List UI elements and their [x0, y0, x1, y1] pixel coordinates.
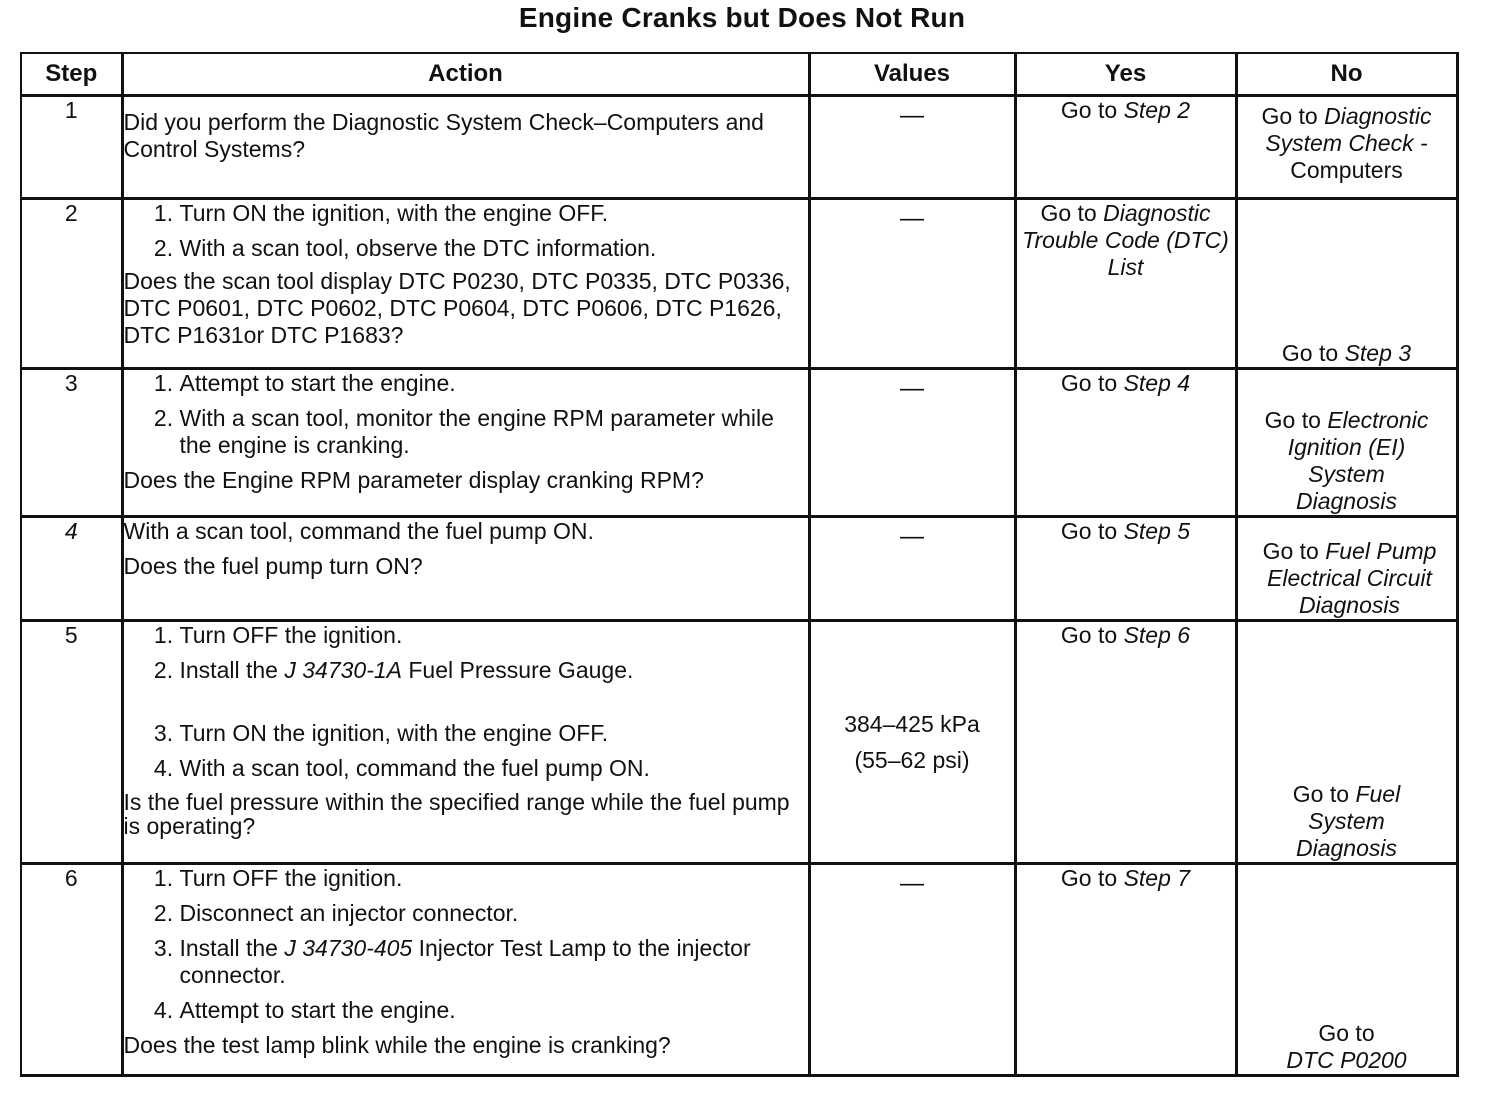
action-step: 1. Attempt to start the engine. [180, 370, 808, 397]
action-steps [124, 622, 808, 782]
yes-cell [1015, 621, 1236, 864]
no-prefix: Go to [1318, 1020, 1375, 1046]
yes-cell [1015, 864, 1236, 1076]
values-kpa: 384–425 kPa [844, 711, 980, 737]
values-cell [809, 199, 1015, 369]
yes-link[interactable]: Diagnostic Trouble Code (DTC) List [1022, 200, 1229, 280]
yes-prefix: Go to [1060, 622, 1124, 648]
action-question: Did you perform the Diagnostic System Check–Computers and Control Systems? [123, 109, 764, 162]
action-step: 4. With a scan tool, command the fuel pump ON. [180, 755, 808, 782]
action-step: 2. With a scan tool, observe the DTC information. [180, 235, 808, 262]
action-step: 2. Disconnect an injector connector. [180, 900, 808, 927]
tool-name: J 34730-1A [284, 657, 402, 683]
action-steps [124, 200, 808, 262]
table-row [21, 621, 1457, 864]
no-prefix: Go to [1292, 781, 1356, 807]
values-text: — [900, 205, 924, 232]
action-cell [122, 621, 809, 864]
table-row [21, 96, 1457, 199]
no-link[interactable]: Step 3 [1344, 340, 1412, 366]
action-step [180, 935, 808, 989]
no-prefix: Go to [1264, 407, 1328, 433]
yes-prefix: Go to [1060, 370, 1124, 396]
action-question: Does the fuel pump turn ON? [123, 553, 423, 579]
step-text: Install the [179, 657, 285, 683]
action-instruction: With a scan tool, command the fuel pump ON. [123, 518, 594, 544]
action-step: 3. Turn ON the ignition, with the engine OFF. [180, 720, 808, 747]
table-row [21, 369, 1457, 517]
values-psi: (55–62 psi) [854, 747, 970, 773]
action-question: Does the Engine RPM parameter display cranking RPM? [123, 467, 704, 493]
values-text: — [900, 870, 924, 897]
step-text: Install the [179, 935, 285, 961]
action-step: 1. Turn ON the ignition, with the engine OFF. [180, 200, 808, 227]
action-question: Does the test lamp blink while the engine is cranking? [123, 1032, 671, 1058]
action-steps [124, 370, 808, 459]
action-steps [124, 865, 808, 1024]
header-values: Values [809, 53, 1015, 96]
no-prefix: Go to [1281, 340, 1345, 366]
diagnostic-table [20, 52, 1459, 1077]
action-step: 1. Turn OFF the ignition. [180, 622, 808, 649]
action-step [180, 657, 808, 684]
yes-link[interactable]: Step 6 [1123, 622, 1191, 648]
no-prefix: Go to [1261, 103, 1325, 129]
table-row [21, 517, 1457, 621]
yes-link[interactable]: Step 2 [1123, 97, 1191, 123]
yes-prefix: Go to [1040, 200, 1104, 226]
tool-name: J 34730-405 [284, 935, 413, 961]
step-text: Injector Test Lamp to the injector connector. [179, 935, 751, 988]
page-title: Engine Cranks but Does Not Run [518, 2, 966, 33]
values-text: — [900, 523, 924, 550]
action-cell [122, 517, 809, 621]
no-suffix: Computers [1290, 157, 1403, 183]
header-step: Step [21, 53, 122, 96]
step-text: Fuel Pressure Gauge. [401, 657, 634, 683]
header-no: No [1236, 53, 1457, 96]
action-cell [122, 96, 809, 199]
table-row [21, 199, 1457, 369]
no-link[interactable]: DTC P0200 [1286, 1047, 1407, 1073]
yes-prefix: Go to [1060, 518, 1124, 544]
yes-prefix: Go to [1060, 97, 1124, 123]
action-step: 2. With a scan tool, monitor the engine RPM parameter while the engine is cranking. [180, 405, 808, 459]
action-step: 4. Attempt to start the engine. [180, 997, 808, 1024]
values-cell [809, 864, 1015, 1076]
step-number: 3 [21, 369, 122, 517]
step-number: 1 [21, 96, 122, 199]
table-row [21, 864, 1457, 1076]
yes-link[interactable]: Step 7 [1123, 865, 1191, 891]
no-cell [1236, 96, 1457, 199]
yes-link[interactable]: Step 5 [1123, 518, 1191, 544]
no-prefix: Go to [1262, 538, 1326, 564]
header-row [21, 53, 1457, 96]
no-cell [1236, 199, 1457, 369]
values-cell [809, 96, 1015, 199]
yes-prefix: Go to [1060, 865, 1124, 891]
header-action: Action [122, 53, 809, 96]
step-number: 6 [21, 864, 122, 1076]
no-cell [1236, 369, 1457, 517]
values-cell [809, 369, 1015, 517]
yes-cell [1015, 369, 1236, 517]
values-cell [809, 621, 1015, 864]
action-cell [122, 864, 809, 1076]
values-cell [809, 517, 1015, 621]
no-cell [1236, 517, 1457, 621]
yes-cell [1015, 96, 1236, 199]
step-number: 2 [21, 199, 122, 369]
action-question: Does the scan tool display DTC P0230, DTC P0335, DTC P0336, DTC P0601, DTC P0602, DTC P0604, DTC P0606, DTC P1626, DTC P1631or DTC P1683? [123, 268, 791, 348]
no-link[interactable]: Diagnostic System Check - [1265, 103, 1432, 156]
action-question: Is the fuel pressure within the specified range while the fuel pump is operating? [123, 789, 790, 839]
action-cell [122, 199, 809, 369]
yes-link[interactable]: Step 4 [1123, 370, 1191, 396]
step-number: 4 [21, 517, 122, 621]
action-step: 1. Turn OFF the ignition. [180, 865, 808, 892]
action-cell [122, 369, 809, 517]
values-text: — [900, 102, 924, 129]
yes-cell [1015, 199, 1236, 369]
no-link[interactable]: Fuel System Diagnosis [1296, 781, 1401, 861]
step-number: 5 [21, 621, 122, 864]
no-cell [1236, 864, 1457, 1076]
no-link[interactable]: Electronic Ignition (EI) System Diagnosis [1287, 407, 1429, 514]
no-cell [1236, 621, 1457, 864]
no-link[interactable]: Fuel Pump Electrical Circuit Diagnosis [1267, 538, 1437, 618]
yes-cell [1015, 517, 1236, 621]
values-text: — [900, 375, 924, 402]
header-yes: Yes [1015, 53, 1236, 96]
